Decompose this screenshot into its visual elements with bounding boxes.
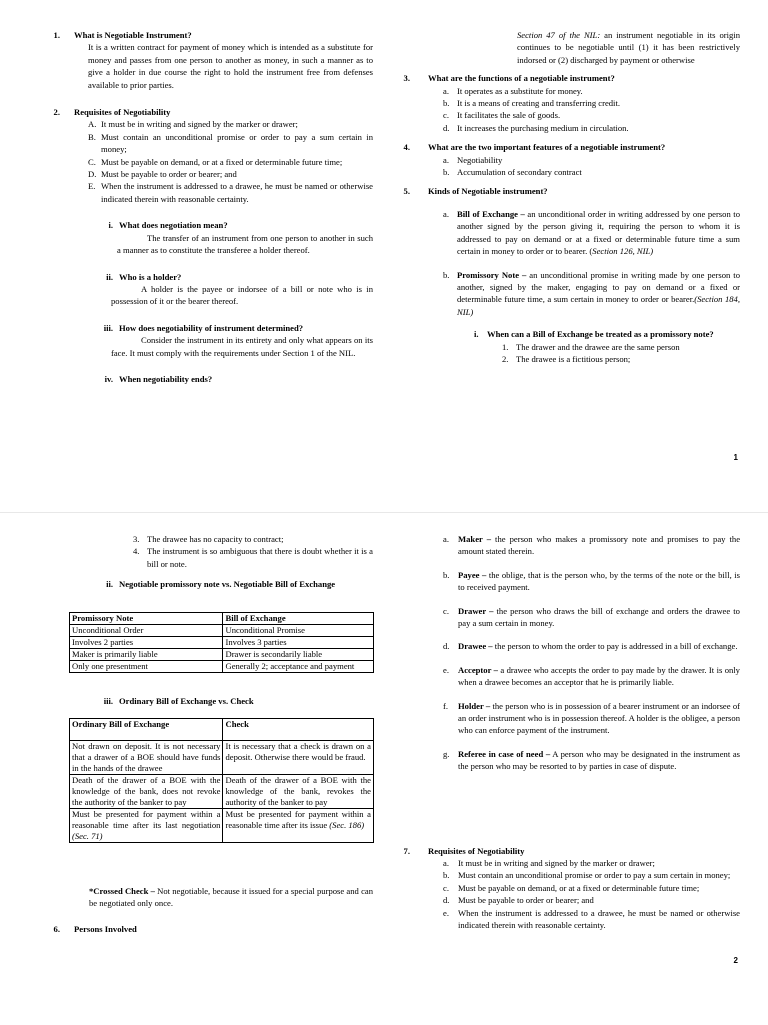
table-header-row: Ordinary Bill of Exchange Check (70, 719, 374, 741)
list-item: E. When the instrument is addressed to a drawee, he must be named or otherwise indicated therein with reasonable certainty. (88, 181, 373, 204)
table-row: Maker is primarily liable Drawer is secondarily liable (70, 649, 374, 661)
list-item: e. When the instrument is addressed to a drawee, he must be named or otherwise indicated therein with reasonable certainty. (443, 907, 740, 931)
list-item: b. Accumulation of secondary contract (443, 167, 582, 178)
list-item: b. It is a means of creating and transferring credit. (443, 98, 620, 109)
q2-sub-iv: iv. When negotiability ends? (104, 373, 213, 384)
promissory-note-definition: b. Promissory Note – an unconditional promise in writing made by one person to another, signed by the maker, engaging to pay on demand or a fixed or determinable future time, a sum certain in money to order or bearer.(Section 184, NIL) (443, 269, 740, 317)
q1-number: 1. (53, 30, 60, 40)
q1-title: What is Negotiable Instrument? (74, 30, 192, 40)
person-drawer: c. Drawer – the person who draws the bill of exchange and orders the drawee to pay a sum certain in money. (443, 605, 740, 629)
table-row: Must be presented for payment within a reasonable time after its last negotiation (Sec. 71) Must be presented for payment within a reasonable time after its issue (Sec. 186) (70, 809, 374, 843)
q5-sub-list (502, 341, 740, 366)
list-item: a. Negotiability (443, 154, 503, 165)
list-item: c. Must be payable on demand, or at a fixed or determinable future time; (443, 882, 700, 893)
table-row: Unconditional Order Unconditional Promise (70, 625, 374, 637)
page-1-right-column (400, 29, 740, 365)
table-row: Only one presentment Generally 2; acceptance and payment (70, 661, 374, 673)
person-acceptor: e. Acceptor – a drawee who accepts the order to pay made by the drawer. It is only when a drawee becomes an acceptor that he is primarily liable. (443, 664, 740, 688)
q2-heading (33, 106, 373, 118)
list-item: b. Must contain an unconditional promise or order to pay a sum certain in money; (443, 870, 731, 881)
table-row: Death of the drawer of a BOE with the knowledge of the bank, does not revoke the authority of the banker to pay Death of the drawer of a BOE with the knowledge of the bank, revokes the authority of the banker to pay (70, 775, 374, 809)
q4-list (443, 154, 740, 179)
nil-section-47: Section 47 of the NIL: an instrument negotiable in its origin continues to be negotiable until (1) it has been restrictively indorsed or (2) discharged by payment or otherwise (517, 30, 740, 65)
q7-list (443, 857, 740, 931)
q3-heading: 3. What are the functions of a negotiable instrument? (403, 73, 615, 84)
list-item: C. Must be payable on demand, or at a fixed or determinable future time; (88, 156, 343, 167)
q5-heading: 5. Kinds of Negotiable instrument? (403, 186, 548, 197)
list-item: B. Must contain an unconditional promise or order to pay a sum certain in money; (88, 131, 373, 155)
page-number: 1 (733, 453, 738, 462)
list-item: A. It must be in writing and signed by the marker or drawer; (88, 119, 298, 130)
q4-heading: 4. What are the two important features of a negotiable instrument? (403, 142, 666, 153)
q6-heading: 6. Persons Involved (53, 924, 137, 934)
q2-sub-iii: iii. How does negotiability of instrument determined? Consider the instrument in its entirety and only what appears on its face. It must comply with the requirements under Section 1 of the NIL. (103, 322, 373, 358)
page-number: 2 (733, 956, 738, 965)
promissory-vs-bill-table (69, 612, 374, 673)
person-maker: a. Maker – the person who makes a promissory note and promises to pay the amount stated therein. (443, 534, 741, 557)
list-item: 1. The drawer and the drawee are the same person (502, 341, 680, 352)
page-2-right-column (443, 533, 740, 773)
person-holder: f. Holder – the person who is in possession of a bearer instrument or an indorsee of an order instrument who is in possession thereof. A holder is the obligee, a person who can enforce payment of the instrument. (443, 700, 740, 736)
list-item: a. It must be in writing and signed by the marker or drawer; (443, 858, 655, 868)
list-item: 2. The drawee is a fictitious person; (502, 353, 631, 364)
list-item: d. Must be payable to order or bearer; and (443, 895, 594, 906)
list-item: c. It facilitates the sale of goods. (443, 110, 561, 121)
q2-title: Requisites of Negotiability (74, 107, 171, 118)
q1-heading (33, 29, 373, 41)
q5-sub-i: i. When can a Bill of Exchange be treated as a promissory note? (474, 329, 714, 340)
q2-list (88, 118, 373, 205)
page-2-left-column (33, 533, 373, 591)
q2-sub-ii: ii. Who is a holder? A holder is the payee or indorsee of a bill or note who is in possession of it or the bearer thereof. (106, 271, 373, 307)
person-referee: g. Referee in case of need – A person who may be designated in the instrument as the person who may be resorted to by parties in case of dispute. (443, 748, 740, 772)
sub-iii-body: Consider the instrument in its entirety and only what appears on its face. It must comply with the requirements under Section 1 of the NIL. (111, 335, 373, 358)
page-1-left-column (33, 29, 373, 385)
q7-heading: 7. Requisites of Negotiability (403, 846, 525, 856)
page-1 (0, 0, 768, 512)
crossed-check-note: *Crossed Check – Not negotiable, because it issued for a special purpose and can be negotiated only once. (89, 886, 374, 909)
q2-number: 2. (53, 107, 60, 118)
list-item: D. Must be payable to order or bearer; and (88, 169, 237, 180)
section-iii-heading: iii. Ordinary Bill of Exchange vs. Check (103, 696, 254, 706)
q2-sub-i: i. What does negotiation mean? The transfer of an instrument from one person to another in such a manner as to constitute the transferee a holder thereof. (108, 220, 373, 256)
bill-of-exchange-definition: a. Bill of Exchange – an unconditional order in writing addressed by one person to another signed by the person giving it, requiring the person to whom it is addressed to pay on demand or at a fixed or determinable future time a sum certain in money to order or to bearer. (Section 126, NIL) (443, 208, 740, 257)
page-2 (0, 512, 768, 1025)
list-item: 4. The instrument is so ambiguous that there is doubt whether it is a bill or note. (133, 546, 373, 569)
table-row: Involves 2 parties Involves 3 parties (70, 637, 374, 649)
sub-ii-body: A holder is the payee or indorsee of a bill or note who is in possession of it or the bearer thereof. (111, 283, 373, 307)
table-header-row: Promissory Note Bill of Exchange (70, 613, 374, 625)
q3-list (443, 85, 740, 135)
person-payee: b. Payee – the oblige, that is the person who, by the terms of the note or the bill, is to received payment. (443, 569, 740, 593)
section-ii-heading: ii. Negotiable promissory note vs. Negotiable Bill of Exchange (106, 579, 336, 590)
continued-list (133, 533, 373, 570)
bill-vs-check-table (69, 718, 374, 843)
list-item: 3. The drawee has no capacity to contract; (133, 534, 284, 544)
sub-i-body: The transfer of an instrument from one person to another in such a manner as to constitute the transferee a holder thereof. (117, 232, 373, 256)
q1-body: It is a written contract for payment of money which is intended as a substitute for money and passes from one person to another as money, in such a manner as to give a holder in due course the right to hold the instrument free from defenses available to prior parties. (88, 42, 373, 90)
person-drawee: d. Drawee – the person to whom the order to pay is addressed in a bill of exchange. (443, 641, 738, 652)
table-row: Not drawn on deposit. It is not necessary that a drawer of a BOE should have funds in the hands of the drawee It is necessary that a check is drawn on a deposit. Otherwise there would be fraud. (70, 741, 374, 775)
list-item: d. It increases the purchasing medium in circulation. (443, 122, 629, 133)
list-item: a. It operates as a substitute for money. (443, 85, 583, 96)
